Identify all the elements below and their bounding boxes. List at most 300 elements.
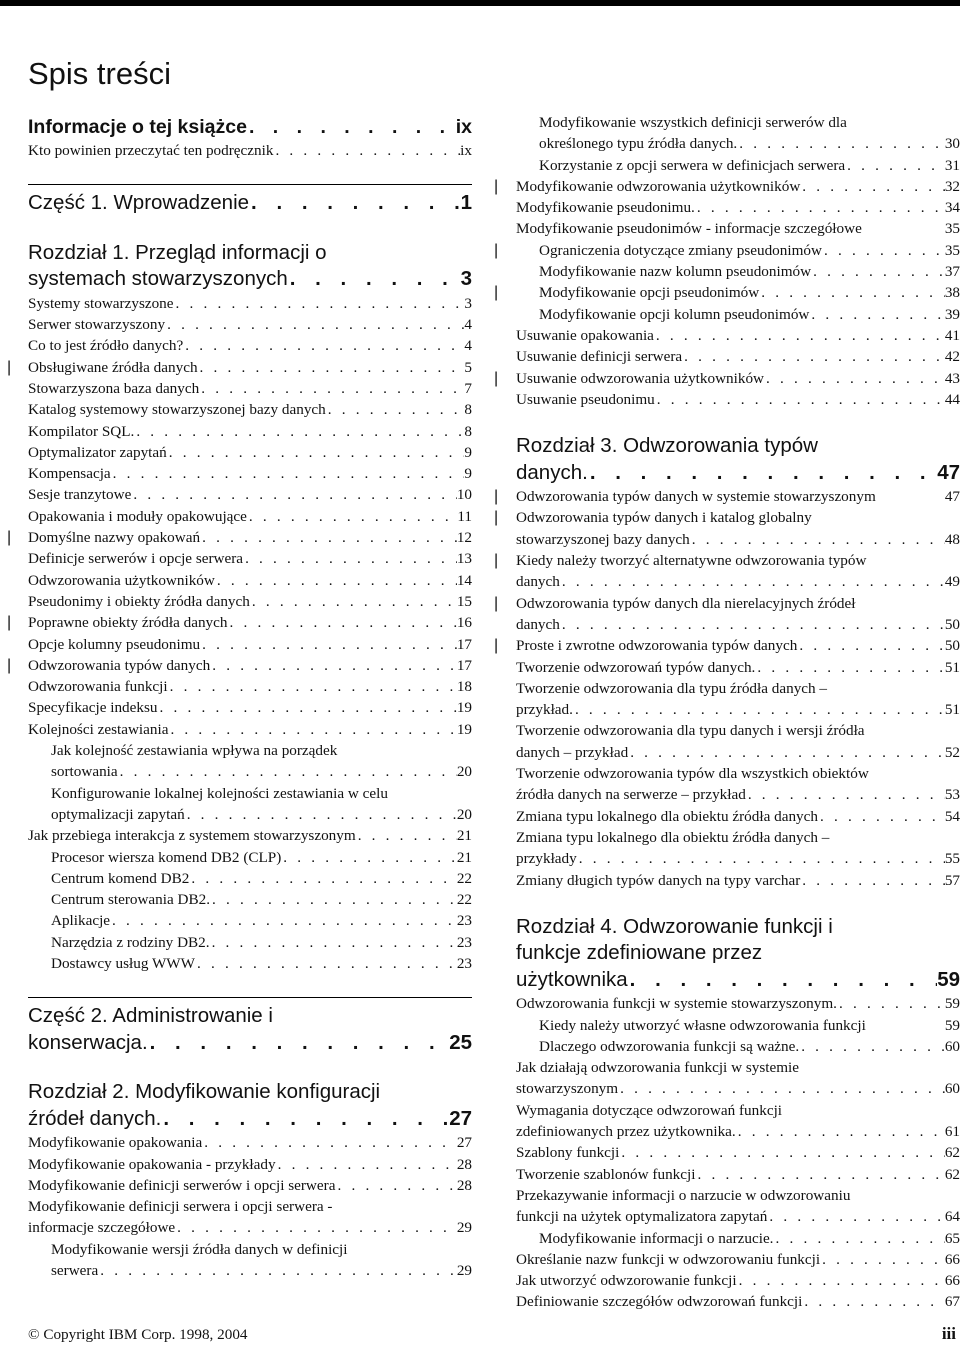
toc-entry[interactable] (516, 870, 960, 891)
toc-entry-title: Szablony funkcji (516, 1144, 620, 1162)
toc-entry[interactable] (516, 155, 960, 176)
toc-page-number: 61 (944, 1123, 960, 1141)
toc-page-number: 11 (457, 507, 472, 525)
toc-entry[interactable] (516, 325, 960, 346)
toc-entry-title: stowarzyszonym (516, 1080, 619, 1098)
change-bar: | (494, 509, 499, 527)
toc-entry-title: Procesor wiersza komend DB2 (CLP) (51, 848, 282, 866)
toc-page-number: 49 (944, 573, 960, 591)
toc-entry[interactable] (7, 612, 472, 633)
toc-entry-title: Tworzenie odwzorowań typów danych. (516, 658, 756, 676)
dot-leader (227, 612, 456, 633)
toc-entry[interactable] (516, 1015, 960, 1036)
toc-page-number: 57 (944, 871, 960, 889)
toc-entry[interactable] (28, 548, 472, 569)
toc-entry[interactable] (516, 1142, 960, 1163)
toc-entry-title: optymalizacji zapytań (51, 805, 185, 823)
toc-entry-title: danych. (516, 460, 588, 484)
toc-entry[interactable] (28, 889, 472, 910)
dot-leader (655, 389, 945, 410)
toc-entry[interactable] (28, 1196, 472, 1239)
toc-page-number: 62 (944, 1144, 960, 1162)
toc-entry[interactable] (7, 655, 472, 676)
dot-leader (148, 1030, 450, 1057)
toc-entry[interactable] (516, 261, 960, 282)
dot-leader (215, 570, 457, 591)
toc-entry[interactable] (516, 1100, 960, 1143)
toc-page-number: 4 (464, 316, 472, 334)
toc-entry[interactable] (28, 399, 472, 420)
dot-leader (811, 261, 945, 282)
dot-leader (654, 325, 945, 346)
toc-entry[interactable] (516, 993, 960, 1014)
dot-leader (118, 761, 457, 782)
toc-entry[interactable] (28, 335, 472, 356)
toc-entry-title: Tworzenie odwzorowania dla typu źródła danych – (516, 679, 828, 697)
toc-entry-title: Domyślne nazwy opakowań (28, 529, 201, 547)
page-title: Spis treści (28, 56, 171, 91)
toc-entry-title: sortowania (51, 763, 118, 781)
toc-page-number: 10 (456, 486, 472, 504)
dot-leader (200, 527, 457, 548)
toc-page-number: 14 (456, 571, 472, 589)
toc-entry[interactable] (28, 847, 472, 868)
toc-entry-title: Definiowanie szczegółów odwzorowań funkcji (516, 1293, 803, 1311)
toc-page-number: 3 (460, 267, 472, 291)
dot-leader (281, 847, 457, 868)
toc-page-number: 27 (449, 1106, 472, 1130)
toc-entry-title: systemach stowarzyszonych (28, 267, 288, 291)
toc-page-number: 59 (944, 995, 960, 1013)
dot-leader (573, 699, 945, 720)
toc-page-number: 19 (456, 699, 472, 717)
toc-page-number: 44 (944, 390, 960, 408)
toc-page-number: 23 (456, 912, 472, 930)
toc-entry[interactable] (28, 783, 472, 826)
toc-entry[interactable] (494, 593, 960, 636)
toc-page-number: 29 (456, 1219, 472, 1237)
toc-entry[interactable] (516, 806, 960, 827)
toc-page-number: 17 (456, 635, 472, 653)
dot-leader (273, 140, 460, 161)
toc-entry-title: Serwer stowarzyszony (28, 316, 166, 334)
dot-leader (755, 657, 944, 678)
dot-leader (837, 993, 945, 1014)
toc-entry[interactable] (516, 1164, 960, 1185)
toc-page-number: 53 (944, 786, 960, 804)
toc-entry[interactable] (28, 463, 472, 484)
toc-entry-title: funkcji na użytek optymalizatora zapytań (516, 1208, 768, 1226)
dot-leader (802, 1291, 944, 1312)
toc-entry[interactable] (516, 827, 960, 870)
toc-entry-title: Centrum sterowania DB2. (51, 891, 211, 909)
toc-entry-title: informacje szczegółowe (28, 1219, 176, 1237)
toc-entry-title: Modyfikowanie wersji źródła danych w definicji (51, 1240, 348, 1258)
toc-entry-title: konserwacja. (28, 1030, 148, 1054)
dot-leader (690, 529, 945, 550)
toc-entry[interactable] (28, 740, 472, 783)
toc-entry-title: Systemy stowarzyszone (28, 294, 174, 312)
dot-leader (809, 304, 944, 325)
dot-leader (168, 719, 456, 740)
dot-leader (695, 197, 945, 218)
toc-entry-title: Modyfikowanie wszystkich definicji serwerów dla (539, 114, 847, 131)
toc-page-number: 17 (456, 656, 472, 674)
dot-leader (736, 1121, 945, 1142)
toc-page-number: 15 (456, 592, 472, 610)
toc-entry-title: Opakowania i moduły opakowujące (28, 507, 247, 525)
toc-entry-title: Pseudonimy i obiekty źródła danych (28, 592, 250, 610)
toc-entry-title: serwera (51, 1262, 99, 1280)
toc-entry-title: Określanie nazw funkcji w odwzorowaniu funkcji (516, 1250, 821, 1268)
toc-entry-title: Jak kolejność zestawiania wpływa na porządek (51, 742, 338, 760)
toc-entry-title: Jak działają odwzorowania funkcji w systemie (516, 1059, 799, 1077)
toc-entry-title: danych (516, 573, 560, 591)
toc-entry-title: Tworzenie szablonów funkcji (516, 1165, 696, 1183)
toc-entry-title: Część 1. Wprowadzenie (28, 191, 250, 215)
change-bar: | (7, 358, 12, 376)
toc-entry-title: Centrum komend DB2 (51, 869, 190, 887)
toc-entry-title: Modyfikowanie opakowania - przykłady (28, 1155, 276, 1173)
dot-leader (560, 614, 945, 635)
dot-leader (628, 742, 945, 763)
toc-entry-title: Kto powinien przeczytać ten podręcznik (28, 142, 274, 159)
toc-entry[interactable] (28, 442, 472, 463)
dot-leader (195, 953, 457, 974)
toc-entry-title: Odwzorowania typów danych dla nierelacyjnych źródeł (516, 594, 856, 612)
toc-entry[interactable] (494, 176, 960, 197)
dot-leader (822, 240, 945, 261)
toc-page-number: 32 (944, 177, 960, 195)
dot-leader (199, 378, 464, 399)
toc-entry[interactable] (494, 282, 960, 303)
toc-entry-title: Zmiany długich typów danych na typy varchar (516, 871, 801, 889)
toc-page-number: ix (460, 142, 472, 159)
toc-entry[interactable] (28, 506, 472, 527)
dot-leader (249, 190, 461, 217)
toc-page-number: 48 (944, 530, 960, 548)
toc-page-number: 66 (944, 1250, 960, 1268)
dot-leader (250, 591, 457, 612)
toc-entry[interactable] (516, 1291, 960, 1312)
toc-entry-title: źródła danych na serwerze – przykład (516, 786, 746, 804)
toc-entry-title: Modyfikowanie opcji pseudonimów (539, 284, 760, 302)
toc-entry-title: Modyfikowanie odwzorowania użytkowników (516, 177, 801, 195)
dot-leader (168, 676, 457, 697)
toc-page-number: 3 (464, 294, 472, 312)
toc-entry[interactable] (28, 910, 472, 931)
dot-leader (243, 548, 457, 569)
toc-page-number: 50 (944, 637, 960, 655)
toc-entry[interactable] (7, 357, 472, 378)
toc-entry-title: Zmiana typu lokalnego dla obiektu źródła danych – (516, 828, 830, 846)
toc-entry-title: określonego typu źródła danych. (539, 135, 738, 153)
toc-page-number: 31 (944, 156, 960, 174)
toc-entry[interactable] (494, 507, 960, 550)
toc-entry-title: Obsługiwane źródła danych (28, 358, 198, 376)
toc-entry[interactable] (494, 635, 960, 656)
dot-leader (764, 368, 945, 389)
toc-entry[interactable] (28, 421, 472, 442)
change-bar: | (494, 369, 499, 387)
toc-entry-title: Kolejności zestawiania (28, 720, 169, 738)
toc-entry-title: danych (516, 615, 560, 633)
toc-entry[interactable] (7, 527, 472, 548)
toc-page-number: 1 (460, 191, 472, 215)
dot-leader (183, 335, 464, 356)
toc-page-number: 41 (944, 326, 960, 344)
toc-section-heading[interactable] (28, 114, 472, 140)
toc-entry-title: Kompensacja (28, 465, 111, 483)
toc-entry[interactable] (516, 1185, 960, 1228)
toc-entry-title: Jak utworzyć odwzorowanie funkcji (516, 1272, 737, 1290)
toc-page-number: 60 (944, 1080, 960, 1098)
toc-entry-title: Dostawcy usług WWW (51, 955, 195, 972)
toc-entry-title: Modyfikowanie definicji serwerów i opcji serwera (28, 1176, 336, 1194)
dot-leader (161, 1106, 449, 1133)
dot-leader (335, 1175, 456, 1196)
toc-entry[interactable] (516, 112, 960, 155)
dot-leader (682, 346, 945, 367)
toc-page-number: 47 (937, 460, 960, 484)
toc-entry-title: Korzystanie z opcji serwera w definicjach serwera (539, 156, 846, 174)
toc-entry-title: Usuwanie definicji serwera (516, 348, 683, 366)
dot-leader (288, 266, 461, 293)
toc-entry[interactable] (28, 1132, 472, 1153)
toc-part-heading[interactable] (28, 997, 472, 1056)
toc-page-number: 65 (944, 1229, 960, 1247)
dot-leader (818, 806, 945, 827)
dot-leader (200, 634, 457, 655)
toc-page-number: 8 (464, 401, 472, 419)
toc-entry-title: Tworzenie odwzorowania dla typu danych i wersji źródła (516, 722, 865, 740)
toc-entry-title: przykład. (516, 701, 573, 719)
toc-entry[interactable] (516, 346, 960, 367)
toc-page-number: 16 (456, 614, 472, 632)
dot-leader (746, 784, 945, 805)
toc-entry[interactable] (28, 676, 472, 697)
change-bar: | (494, 552, 499, 570)
toc-page-number: 39 (944, 305, 960, 323)
toc-page-number: 28 (456, 1155, 472, 1173)
toc-entry-title: Rozdział 4. Odwzorowanie funkcji i (516, 914, 833, 938)
toc-entry[interactable] (516, 678, 960, 721)
dot-leader (628, 967, 938, 994)
toc-page-number: 20 (456, 805, 472, 823)
dot-leader (131, 484, 456, 505)
toc-page-number: 47 (944, 488, 960, 506)
toc-entry[interactable] (494, 368, 960, 389)
toc-entry[interactable] (516, 304, 960, 325)
dot-leader (110, 910, 457, 931)
page-number: iii (941, 1324, 956, 1343)
dot-leader (189, 868, 456, 889)
toc-page-number: 51 (944, 701, 960, 719)
toc-page-number: 4 (464, 337, 472, 355)
change-bar: | (494, 284, 499, 302)
toc-entry[interactable] (516, 1057, 960, 1100)
toc-entry[interactable] (28, 484, 472, 505)
dot-leader (695, 1164, 944, 1185)
toc-entry-title: Modyfikowanie informacji o narzucie. (539, 1229, 774, 1247)
dot-leader (111, 463, 465, 484)
toc-entry[interactable] (28, 293, 472, 314)
toc-part-heading[interactable] (28, 184, 472, 217)
toc-entry-title: Wymagania dotyczące odwzorowań funkcji (516, 1101, 783, 1119)
toc-page-number: ix (455, 116, 472, 138)
dot-leader (820, 1249, 945, 1270)
toc-entry-title: Rozdział 3. Odwzorowania typów (516, 434, 818, 458)
toc-entry-title: Optymalizator zapytań (28, 443, 167, 461)
toc-page-number: 9 (464, 465, 472, 483)
toc-chapter-heading[interactable] (28, 1079, 472, 1132)
toc-page-number: 27 (456, 1134, 472, 1152)
toc-entry[interactable] (28, 634, 472, 655)
dot-leader (165, 314, 464, 335)
toc-entry-title: Rozdział 1. Przegląd informacji o (28, 240, 327, 264)
dot-leader (577, 848, 945, 869)
toc-entry-title: Modyfikowanie opcji kolumn pseudonimów (539, 305, 810, 323)
toc-entry[interactable] (28, 719, 472, 740)
toc-entry[interactable] (28, 1154, 472, 1175)
toc-entry-title: Kiedy należy utworzyć własne odwzorowania funkcji (539, 1016, 866, 1034)
copyright-notice: © Copyright IBM Corp. 1998, 2004 (28, 1326, 248, 1343)
dot-leader (210, 655, 457, 676)
toc-left-column (7, 112, 472, 1281)
change-bar: | (494, 177, 499, 195)
toc-chapter-heading[interactable] (516, 914, 960, 994)
toc-entry[interactable] (516, 389, 960, 410)
toc-entry-title: źródeł danych. (28, 1106, 162, 1130)
toc-entry-title: Usuwanie odwzorowania użytkowników (516, 369, 765, 387)
toc-entry-title: Odwzorowania funkcji (28, 678, 168, 696)
toc-entry[interactable] (516, 1036, 960, 1057)
toc-entry[interactable] (28, 1175, 472, 1196)
toc-entry[interactable] (28, 314, 472, 335)
toc-entry-title: Co to jest źródło danych? (28, 337, 184, 355)
toc-entry[interactable] (28, 825, 472, 846)
toc-entry[interactable] (28, 868, 472, 889)
toc-page-number: 67 (944, 1293, 960, 1311)
change-bar: | (7, 614, 12, 632)
toc-entry-title: Rozdział 2. Modyfikowanie konfiguracji (28, 1080, 381, 1104)
toc-entry[interactable] (494, 240, 960, 261)
dot-leader (619, 1142, 944, 1163)
toc-entry[interactable] (28, 1239, 472, 1282)
toc-page-number: 42 (944, 348, 960, 366)
toc-page-number: 62 (944, 1165, 960, 1183)
dot-leader (767, 1206, 944, 1227)
toc-entry[interactable] (516, 657, 960, 678)
toc-entry[interactable] (494, 486, 960, 507)
toc-chapter-heading[interactable] (28, 240, 472, 293)
toc-page-number: 51 (944, 658, 960, 676)
toc-entry-title: stowarzyszonej bazy danych (516, 530, 690, 548)
change-bar: | (494, 637, 499, 655)
toc-page-number: 43 (944, 369, 960, 387)
top-rule (0, 0, 960, 6)
toc-page-number: 23 (456, 955, 472, 972)
toc-page-number: 9 (464, 443, 472, 461)
toc-page-number: 12 (456, 529, 472, 547)
toc-entry[interactable] (516, 763, 960, 806)
dot-leader (210, 889, 457, 910)
dot-leader (618, 1078, 945, 1099)
toc-entry-title: Tworzenie odwzorowania typów dla wszystkich obiektów (516, 765, 869, 783)
toc-page-number: 5 (464, 358, 472, 376)
toc-entry-title: Modyfikowanie pseudonimów - informacje szczegółowe (516, 220, 862, 238)
toc-entry[interactable] (28, 378, 472, 399)
dot-leader (202, 1132, 457, 1153)
toc-entry[interactable] (28, 953, 472, 974)
toc-entry-title: Kiedy należy tworzyć alternatywne odwzorowania typów (516, 552, 867, 570)
toc-page-number: 35 (944, 241, 960, 259)
dot-leader (797, 635, 944, 656)
dot-leader (134, 421, 464, 442)
dot-leader (845, 155, 945, 176)
toc-page-number: 59 (937, 967, 960, 991)
toc-entry[interactable] (28, 697, 472, 718)
dot-leader (174, 293, 465, 314)
toc-entry-title: Część 2. Administrowanie i (28, 1004, 273, 1028)
toc-entry[interactable] (28, 140, 472, 161)
toc-page-number: 22 (456, 891, 472, 909)
toc-entry-title: Jak przebiega interakcja z systemem stowarzyszonym (28, 827, 356, 845)
dot-leader (773, 1228, 944, 1249)
toc-entry-title: Poprawne obiekty źródła danych (28, 614, 228, 632)
dot-leader (800, 870, 945, 891)
toc-entry-title: Usuwanie pseudonimu (516, 390, 655, 408)
toc-entry-title: Specyfikacje indeksu (28, 699, 158, 717)
dot-leader (185, 804, 457, 825)
dot-leader (799, 1036, 945, 1057)
toc-page-number: 50 (944, 615, 960, 633)
toc-entry-title: Odwzorowania typów danych (28, 656, 211, 674)
dot-leader (247, 114, 456, 140)
toc-page-number: 37 (944, 263, 960, 281)
toc-entry[interactable] (28, 591, 472, 612)
dot-leader (800, 176, 945, 197)
toc-entry[interactable] (28, 932, 472, 953)
toc-entry[interactable] (28, 570, 472, 591)
toc-entry-title: Aplikacje (51, 912, 111, 930)
toc-page-number: 8 (464, 422, 472, 440)
toc-entry-title: Przekazywanie informacji o narzucie w odwzorowaniu (516, 1186, 851, 1204)
toc-page-number: 21 (456, 827, 472, 845)
toc-entry[interactable] (516, 720, 960, 763)
toc-page-number: 23 (456, 933, 472, 951)
toc-entry[interactable] (516, 218, 960, 239)
toc-page-number: 54 (944, 807, 960, 825)
toc-entry[interactable] (516, 197, 960, 218)
dot-leader (210, 932, 457, 953)
toc-page-number: 29 (456, 1262, 472, 1280)
toc-entry-title: Katalog systemowy stowarzyszonej bazy danych (28, 401, 326, 419)
toc-entry-title: Modyfikowanie opakowania (28, 1134, 203, 1152)
toc-chapter-heading[interactable] (516, 433, 960, 486)
toc-page-number: 60 (944, 1037, 960, 1055)
toc-entry[interactable] (516, 1270, 960, 1291)
toc-entry-title: Modyfikowanie definicji serwera i opcji serwera - (28, 1198, 333, 1216)
dot-leader (560, 571, 945, 592)
toc-entry-title: funkcje zdefiniowane przez (516, 941, 763, 965)
toc-entry-title: danych – przykład (516, 743, 629, 761)
toc-entry[interactable] (516, 1249, 960, 1270)
change-bar: | (494, 488, 499, 506)
toc-entry[interactable] (516, 1228, 960, 1249)
toc-entry[interactable] (494, 550, 960, 593)
toc-entry-title: Zmiana typu lokalnego dla obiektu źródła danych (516, 807, 818, 825)
